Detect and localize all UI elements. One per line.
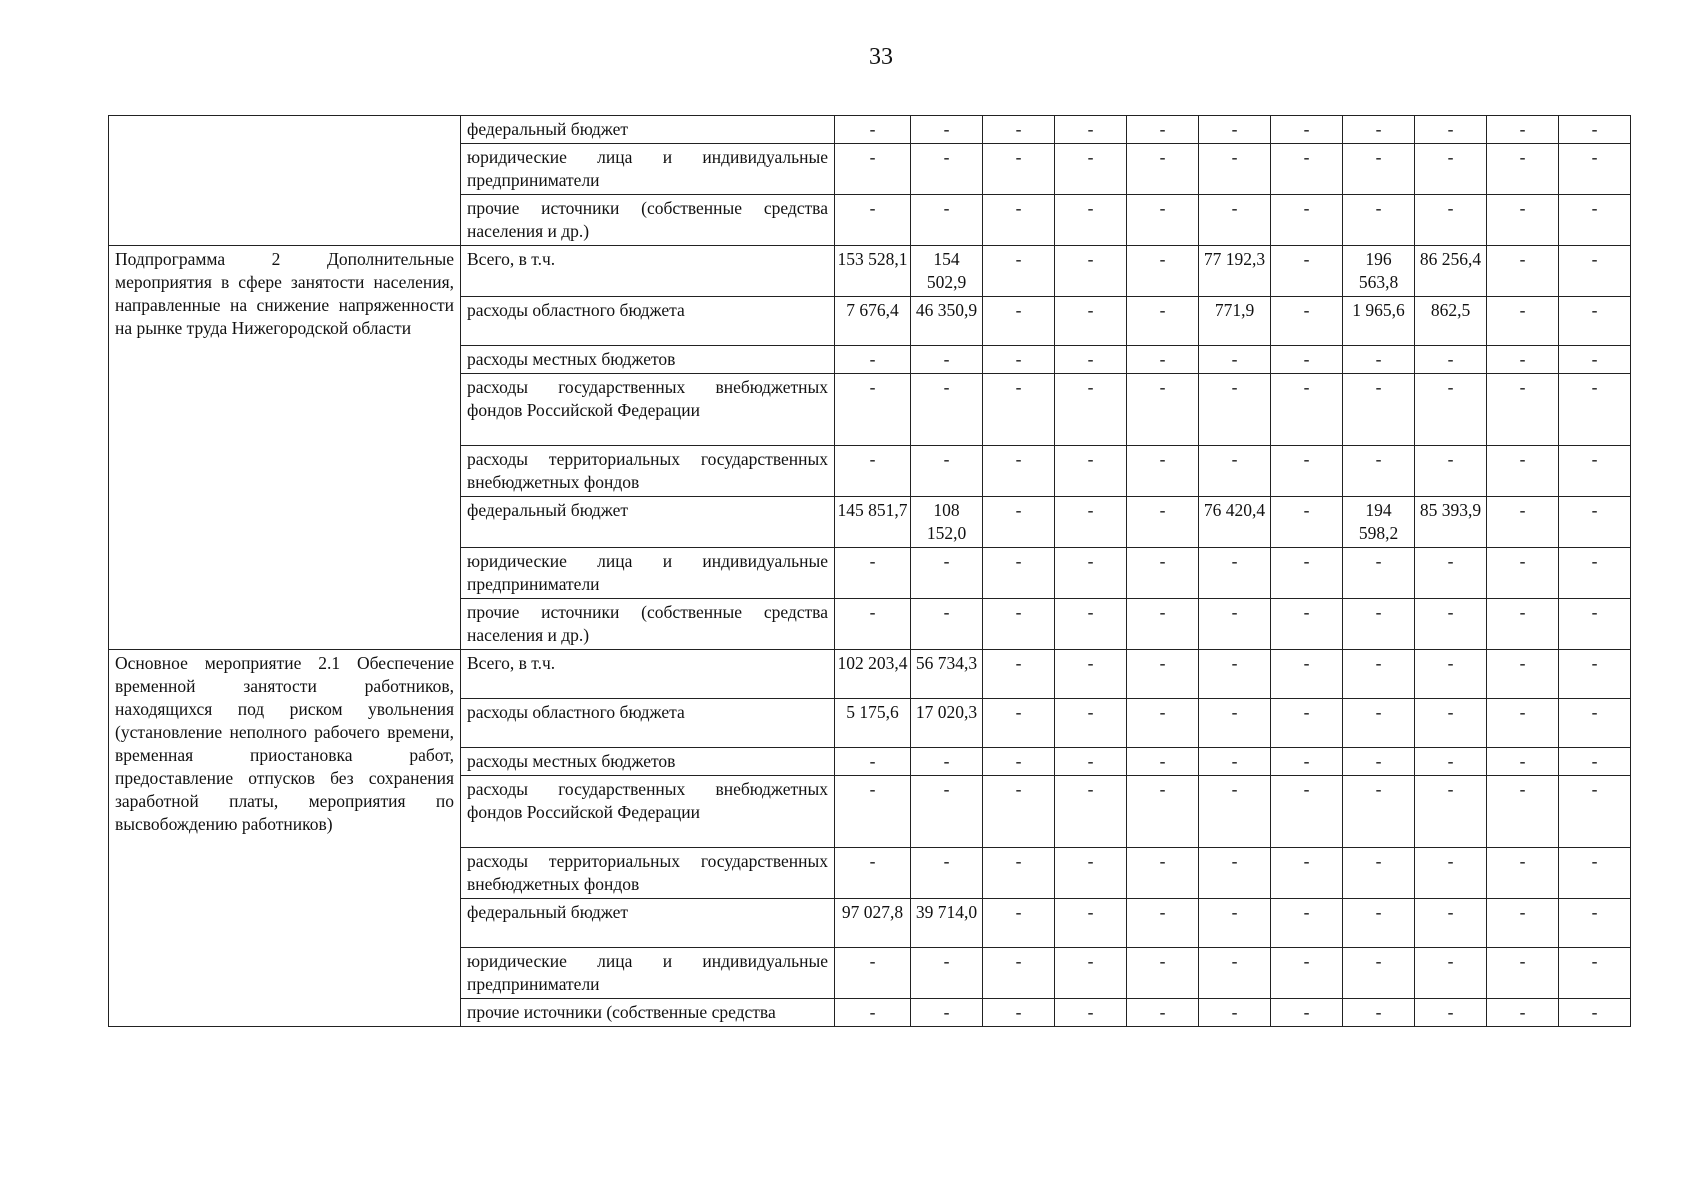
- value-cell: -: [1055, 848, 1127, 899]
- value-cell: -: [1127, 195, 1199, 246]
- value-cell: -: [1559, 446, 1631, 497]
- value-cell: -: [1199, 116, 1271, 144]
- value-cell: -: [1127, 948, 1199, 999]
- value-cell: -: [1343, 446, 1415, 497]
- value-cell: -: [1487, 374, 1559, 446]
- value-cell: -: [911, 948, 983, 999]
- value-cell: -: [1271, 748, 1343, 776]
- value-cell: -: [1199, 848, 1271, 899]
- value-cell: 85 393,9: [1415, 497, 1487, 548]
- value-cell: 154 502,9: [911, 246, 983, 297]
- table-row: [109, 116, 1631, 144]
- value-cell: -: [1415, 548, 1487, 599]
- value-cell: -: [983, 374, 1055, 446]
- value-cell: -: [911, 116, 983, 144]
- value-cell: -: [1487, 446, 1559, 497]
- value-cell: -: [1343, 899, 1415, 948]
- value-cell: -: [1559, 144, 1631, 195]
- value-cell: -: [911, 848, 983, 899]
- value-cell: -: [1415, 748, 1487, 776]
- value-cell: -: [1055, 116, 1127, 144]
- value-cell: -: [983, 899, 1055, 948]
- funding-source-cell: расходы государственных внебюджетных фондов Российской Федерации: [461, 776, 835, 848]
- value-cell: -: [1271, 246, 1343, 297]
- value-cell: -: [835, 999, 911, 1027]
- value-cell: -: [1127, 999, 1199, 1027]
- value-cell: -: [1343, 650, 1415, 699]
- value-cell: -: [1271, 346, 1343, 374]
- value-cell: -: [1271, 776, 1343, 848]
- value-cell: -: [1199, 446, 1271, 497]
- value-cell: -: [1055, 374, 1127, 446]
- funding-source-cell: федеральный бюджет: [461, 116, 835, 144]
- value-cell: -: [1199, 374, 1271, 446]
- value-cell: -: [1127, 346, 1199, 374]
- value-cell: -: [1127, 776, 1199, 848]
- value-cell: -: [1199, 748, 1271, 776]
- value-cell: -: [1343, 116, 1415, 144]
- value-cell: -: [1415, 599, 1487, 650]
- value-cell: -: [1199, 699, 1271, 748]
- value-cell: -: [835, 116, 911, 144]
- value-cell: -: [1271, 297, 1343, 346]
- page-number: 33: [869, 44, 893, 70]
- value-cell: -: [983, 848, 1055, 899]
- value-cell: -: [911, 599, 983, 650]
- value-cell: -: [983, 776, 1055, 848]
- value-cell: -: [1055, 297, 1127, 346]
- value-cell: -: [1415, 116, 1487, 144]
- value-cell: -: [1415, 848, 1487, 899]
- value-cell: -: [911, 346, 983, 374]
- funding-source-cell: расходы территориальных государственных внебюджетных фондов: [461, 848, 835, 899]
- value-cell: -: [1199, 776, 1271, 848]
- value-cell: 77 192,3: [1199, 246, 1271, 297]
- value-cell: -: [983, 748, 1055, 776]
- value-cell: -: [1127, 144, 1199, 195]
- funding-source-cell: расходы территориальных государственных внебюджетных фондов: [461, 446, 835, 497]
- value-cell: -: [983, 948, 1055, 999]
- value-cell: -: [1127, 748, 1199, 776]
- value-cell: -: [1559, 497, 1631, 548]
- value-cell: -: [1487, 346, 1559, 374]
- value-cell: 194 598,2: [1343, 497, 1415, 548]
- value-cell: -: [1055, 948, 1127, 999]
- value-cell: -: [1415, 699, 1487, 748]
- value-cell: 862,5: [1415, 297, 1487, 346]
- value-cell: -: [1127, 116, 1199, 144]
- value-cell: -: [1487, 497, 1559, 548]
- value-cell: -: [835, 599, 911, 650]
- value-cell: 771,9: [1199, 297, 1271, 346]
- value-cell: -: [1559, 548, 1631, 599]
- value-cell: -: [1415, 144, 1487, 195]
- value-cell: -: [835, 948, 911, 999]
- value-cell: -: [1271, 999, 1343, 1027]
- value-cell: 145 851,7: [835, 497, 911, 548]
- funding-source-cell: федеральный бюджет: [461, 497, 835, 548]
- funding-source-cell: расходы областного бюджета: [461, 699, 835, 748]
- value-cell: -: [983, 497, 1055, 548]
- value-cell: -: [1127, 899, 1199, 948]
- value-cell: -: [1055, 346, 1127, 374]
- value-cell: -: [1343, 195, 1415, 246]
- value-cell: -: [1487, 776, 1559, 848]
- value-cell: -: [983, 699, 1055, 748]
- value-cell: -: [1271, 116, 1343, 144]
- value-cell: -: [983, 599, 1055, 650]
- value-cell: -: [1559, 297, 1631, 346]
- funding-source-cell: прочие источники (собственные средства населения и др.): [461, 599, 835, 650]
- value-cell: -: [1559, 948, 1631, 999]
- value-cell: -: [835, 848, 911, 899]
- value-cell: -: [1343, 748, 1415, 776]
- funding-source-cell: юридические лица и индивидуальные предприниматели: [461, 548, 835, 599]
- value-cell: -: [1127, 699, 1199, 748]
- value-cell: -: [983, 195, 1055, 246]
- value-cell: -: [983, 246, 1055, 297]
- value-cell: -: [1127, 599, 1199, 650]
- value-cell: -: [1487, 748, 1559, 776]
- value-cell: -: [1199, 548, 1271, 599]
- program-title-cell: Подпрограмма 2 Дополнительные мероприятия в сфере занятости населения, направленные на снижение напряженности на рынке труда Нижегородской области: [109, 246, 461, 650]
- value-cell: -: [1559, 650, 1631, 699]
- value-cell: -: [911, 195, 983, 246]
- value-cell: -: [1343, 346, 1415, 374]
- value-cell: -: [911, 548, 983, 599]
- value-cell: -: [1199, 346, 1271, 374]
- value-cell: -: [1415, 346, 1487, 374]
- value-cell: -: [1055, 650, 1127, 699]
- value-cell: -: [835, 776, 911, 848]
- value-cell: -: [1343, 548, 1415, 599]
- value-cell: -: [1487, 848, 1559, 899]
- value-cell: -: [1487, 548, 1559, 599]
- funding-source-cell: Всего, в т.ч.: [461, 650, 835, 699]
- value-cell: -: [1415, 899, 1487, 948]
- value-cell: -: [835, 346, 911, 374]
- value-cell: -: [1559, 246, 1631, 297]
- value-cell: -: [1127, 650, 1199, 699]
- value-cell: 39 714,0: [911, 899, 983, 948]
- value-cell: -: [1487, 144, 1559, 195]
- value-cell: -: [911, 144, 983, 195]
- value-cell: -: [911, 374, 983, 446]
- value-cell: 102 203,4: [835, 650, 911, 699]
- table-row: [109, 246, 1631, 297]
- value-cell: -: [1055, 144, 1127, 195]
- value-cell: -: [983, 650, 1055, 699]
- value-cell: -: [983, 548, 1055, 599]
- value-cell: -: [1415, 776, 1487, 848]
- value-cell: -: [1127, 246, 1199, 297]
- value-cell: -: [911, 776, 983, 848]
- value-cell: -: [835, 446, 911, 497]
- value-cell: -: [1199, 999, 1271, 1027]
- value-cell: -: [1199, 195, 1271, 246]
- value-cell: 108 152,0: [911, 497, 983, 548]
- value-cell: -: [1271, 374, 1343, 446]
- value-cell: -: [1271, 599, 1343, 650]
- value-cell: -: [1055, 195, 1127, 246]
- funding-source-cell: расходы местных бюджетов: [461, 748, 835, 776]
- value-cell: -: [1559, 195, 1631, 246]
- value-cell: -: [1343, 776, 1415, 848]
- value-cell: -: [1559, 116, 1631, 144]
- value-cell: -: [1199, 599, 1271, 650]
- value-cell: -: [1343, 948, 1415, 999]
- value-cell: -: [1055, 899, 1127, 948]
- value-cell: -: [911, 999, 983, 1027]
- value-cell: -: [1271, 899, 1343, 948]
- funding-source-cell: федеральный бюджет: [461, 899, 835, 948]
- value-cell: -: [1415, 374, 1487, 446]
- value-cell: -: [1487, 999, 1559, 1027]
- value-cell: -: [1487, 116, 1559, 144]
- value-cell: -: [1055, 748, 1127, 776]
- budget-table: [108, 115, 1631, 1027]
- value-cell: -: [835, 195, 911, 246]
- value-cell: -: [983, 999, 1055, 1027]
- value-cell: -: [1055, 699, 1127, 748]
- value-cell: -: [1559, 776, 1631, 848]
- value-cell: -: [1559, 999, 1631, 1027]
- value-cell: -: [1271, 497, 1343, 548]
- value-cell: -: [1271, 195, 1343, 246]
- funding-source-cell: расходы местных бюджетов: [461, 346, 835, 374]
- value-cell: -: [1415, 195, 1487, 246]
- value-cell: -: [1559, 374, 1631, 446]
- value-cell: -: [1055, 246, 1127, 297]
- value-cell: -: [1199, 650, 1271, 699]
- funding-source-cell: прочие источники (собственные средства населения и др.): [461, 195, 835, 246]
- value-cell: -: [835, 374, 911, 446]
- value-cell: -: [835, 548, 911, 599]
- value-cell: -: [1343, 699, 1415, 748]
- value-cell: -: [983, 346, 1055, 374]
- program-title-cell: [109, 116, 461, 246]
- value-cell: 5 175,6: [835, 699, 911, 748]
- value-cell: -: [1559, 899, 1631, 948]
- value-cell: -: [1487, 948, 1559, 999]
- value-cell: -: [1127, 297, 1199, 346]
- value-cell: -: [1343, 144, 1415, 195]
- value-cell: 153 528,1: [835, 246, 911, 297]
- value-cell: -: [1271, 650, 1343, 699]
- value-cell: -: [1199, 899, 1271, 948]
- value-cell: 196 563,8: [1343, 246, 1415, 297]
- value-cell: -: [1055, 497, 1127, 548]
- funding-source-cell: расходы областного бюджета: [461, 297, 835, 346]
- value-cell: -: [1199, 144, 1271, 195]
- funding-source-cell: Всего, в т.ч.: [461, 246, 835, 297]
- value-cell: -: [1127, 848, 1199, 899]
- value-cell: -: [1055, 999, 1127, 1027]
- value-cell: -: [1127, 548, 1199, 599]
- value-cell: -: [1343, 374, 1415, 446]
- funding-source-cell: расходы государственных внебюджетных фондов Российской Федерации: [461, 374, 835, 446]
- table-row: [109, 650, 1631, 699]
- value-cell: -: [835, 748, 911, 776]
- value-cell: -: [1487, 699, 1559, 748]
- value-cell: -: [835, 144, 911, 195]
- value-cell: -: [1271, 848, 1343, 899]
- value-cell: -: [1559, 346, 1631, 374]
- program-title-cell: Основное мероприятие 2.1 Обеспечение временной занятости работников, находящихся под риском увольнения (установление неполного рабочего времени, временная приостановка работ, предоставление отпусков без сохранения заработной платы, мероприятия по высвобождению работников): [109, 650, 461, 1027]
- value-cell: 46 350,9: [911, 297, 983, 346]
- value-cell: -: [1415, 948, 1487, 999]
- value-cell: -: [983, 116, 1055, 144]
- value-cell: -: [1271, 446, 1343, 497]
- value-cell: -: [1487, 297, 1559, 346]
- value-cell: -: [1487, 899, 1559, 948]
- value-cell: 7 676,4: [835, 297, 911, 346]
- value-cell: 17 020,3: [911, 699, 983, 748]
- value-cell: -: [1487, 246, 1559, 297]
- value-cell: -: [911, 446, 983, 497]
- value-cell: -: [1343, 999, 1415, 1027]
- value-cell: -: [1199, 948, 1271, 999]
- value-cell: -: [1487, 650, 1559, 699]
- value-cell: -: [983, 297, 1055, 346]
- value-cell: -: [1559, 599, 1631, 650]
- funding-source-cell: прочие источники (собственные средства: [461, 999, 835, 1027]
- value-cell: -: [1055, 548, 1127, 599]
- value-cell: 76 420,4: [1199, 497, 1271, 548]
- value-cell: -: [1487, 195, 1559, 246]
- value-cell: 97 027,8: [835, 899, 911, 948]
- value-cell: -: [1487, 599, 1559, 650]
- funding-source-cell: юридические лица и индивидуальные предприниматели: [461, 144, 835, 195]
- value-cell: -: [911, 748, 983, 776]
- value-cell: -: [1343, 848, 1415, 899]
- value-cell: -: [1559, 848, 1631, 899]
- value-cell: -: [1271, 699, 1343, 748]
- value-cell: -: [1415, 999, 1487, 1027]
- value-cell: -: [1415, 446, 1487, 497]
- value-cell: -: [1271, 948, 1343, 999]
- value-cell: -: [1055, 599, 1127, 650]
- value-cell: -: [1055, 776, 1127, 848]
- value-cell: 1 965,6: [1343, 297, 1415, 346]
- value-cell: -: [1055, 446, 1127, 497]
- value-cell: -: [1343, 599, 1415, 650]
- value-cell: -: [983, 446, 1055, 497]
- value-cell: -: [1127, 497, 1199, 548]
- value-cell: -: [1127, 374, 1199, 446]
- funding-source-cell: юридические лица и индивидуальные предприниматели: [461, 948, 835, 999]
- value-cell: -: [1415, 650, 1487, 699]
- table-body: [109, 116, 1631, 1027]
- value-cell: -: [1127, 446, 1199, 497]
- value-cell: 86 256,4: [1415, 246, 1487, 297]
- value-cell: -: [983, 144, 1055, 195]
- value-cell: -: [1271, 548, 1343, 599]
- value-cell: -: [1271, 144, 1343, 195]
- value-cell: -: [1559, 699, 1631, 748]
- value-cell: 56 734,3: [911, 650, 983, 699]
- value-cell: -: [1559, 748, 1631, 776]
